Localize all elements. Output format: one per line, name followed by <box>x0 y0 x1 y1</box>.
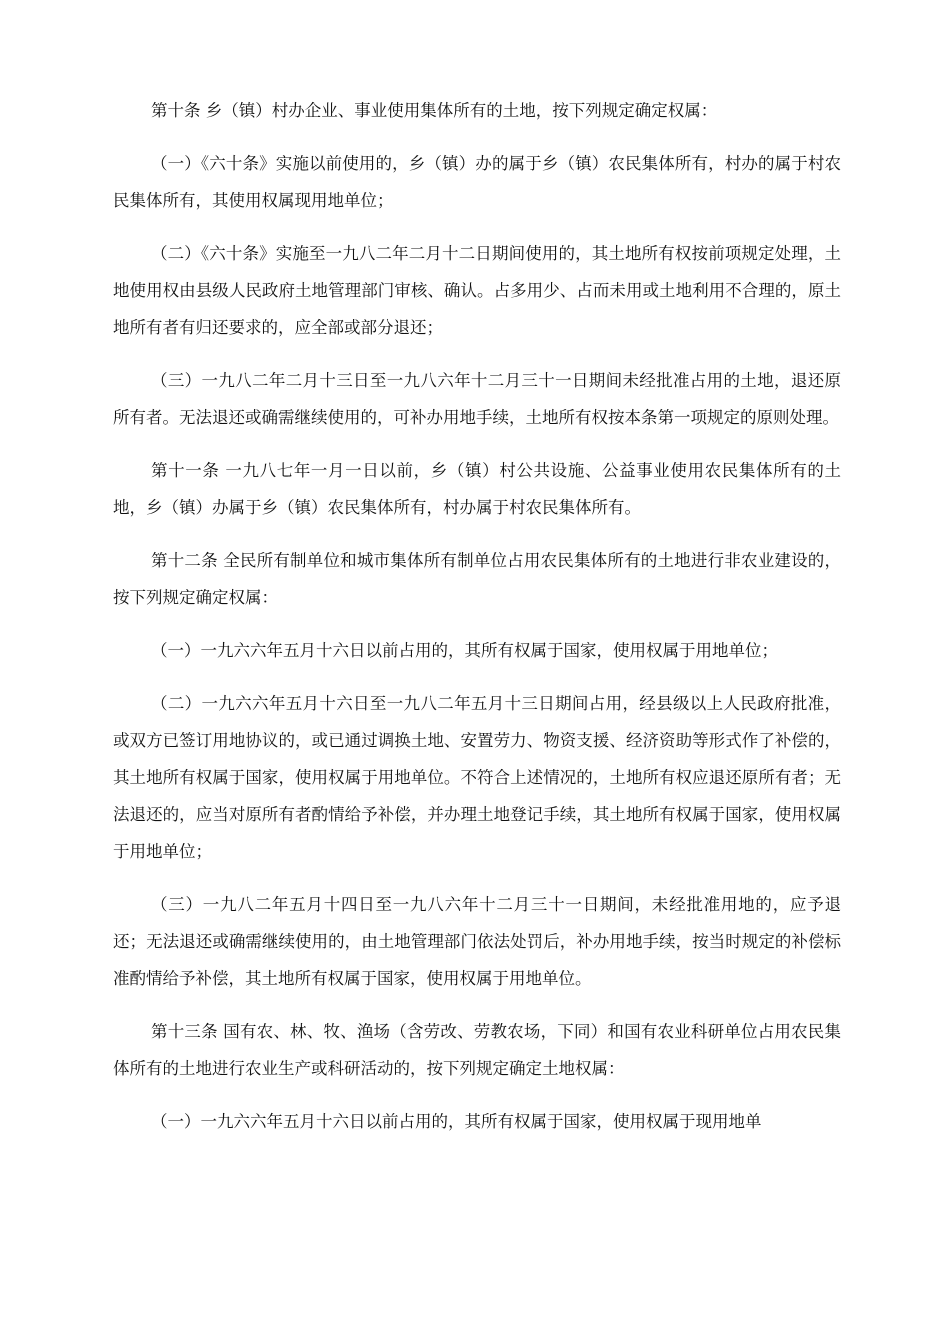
document-page <box>113 92 841 1156</box>
article-12-item-1-paragraph: （一）一九六六年五月十六日以前占用的，其所有权属于国家，使用权属于用地单位； <box>151 641 778 660</box>
article-10-item-2-paragraph: （二）《六十条》实施至一九八二年二月十二日期间使用的，其土地所有权按前项规定处理，土地使用权由县级人民政府土地管理部门审核、确认。占多用少、占而未用或土地利用不合理的，原土地所有者有归还要求的，应全部或部分退还； <box>113 244 841 337</box>
article-10-item-3-paragraph: （三）一九八二年二月十三日至一九八六年十二月三十一日期间未经批准占用的土地，退还原所有者。无法退还或确需继续使用的，可补办用地手续，土地所有权按本条第一项规定的原则处理。 <box>113 371 841 427</box>
article-13-paragraph: 第十三条 国有农、林、牧、渔场（含劳改、劳教农场，下同）和国有农业科研单位占用农民集体所有的土地进行农业生产或科研活动的，按下列规定确定土地权属： <box>113 1022 841 1078</box>
article-10-item-1-paragraph: （一）《六十条》实施以前使用的，乡（镇）办的属于乡（镇）农民集体所有，村办的属于村农民集体所有，其使用权属现用地单位； <box>113 154 841 210</box>
article-10-paragraph: 第十条 乡（镇）村办企业、事业使用集体所有的土地，按下列规定确定权属： <box>151 101 718 120</box>
article-12-item-2-paragraph: （二）一九六六年五月十六日至一九八二年五月十三日期间占用，经县级以上人民政府批准，或双方已签订用地协议的，或已通过调换土地、安置劳力、物资支援、经济资助等形式作了补偿的，其土地所有权属于国家，使用权属于用地单位。不符合上述情况的，土地所有权应退还原所有者；无法退还的，应当对原所有者酌情给予补偿，并办理土地登记手续，其土地所有权属于国家，使用权属于用地单位； <box>113 694 841 861</box>
article-11-paragraph: 第十一条 一九八七年一月一日以前，乡（镇）村公共设施、公益事业使用农民集体所有的土地，乡（镇）办属于乡（镇）农民集体所有，村办属于村农民集体所有。 <box>113 461 841 517</box>
article-12-item-3-paragraph: （三）一九八二年五月十四日至一九八六年十二月三十一日期间，未经批准用地的，应予退还；无法退还或确需继续使用的，由土地管理部门依法处罚后，补办用地手续，按当时规定的补偿标准酌情给予补偿，其土地所有权属于国家，使用权属于用地单位。 <box>113 895 841 988</box>
article-13-item-1-paragraph: （一）一九六六年五月十六日以前占用的，其所有权属于国家，使用权属于现用地单 <box>151 1112 762 1131</box>
article-12-paragraph: 第十二条 全民所有制单位和城市集体所有制单位占用农民集体所有的土地进行非农业建设的，按下列规定确定权属： <box>113 551 841 607</box>
